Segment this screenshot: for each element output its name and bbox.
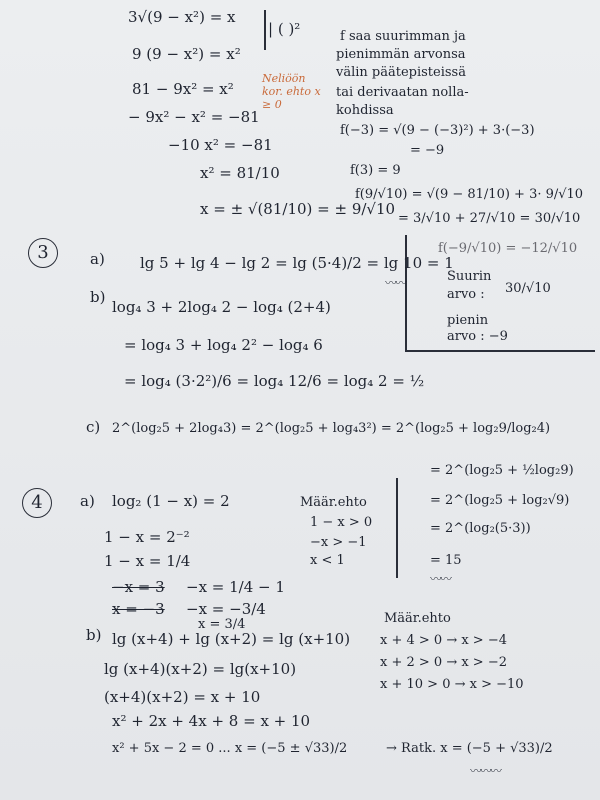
eq-line-1: 3√(9 − x²) = x bbox=[128, 8, 236, 26]
task4-a-1: log₂ (1 − x) = 2 bbox=[112, 492, 230, 510]
task3-c-3: = 2^(log₂5 + log₂√9) bbox=[430, 493, 570, 508]
task3-b-2: = log₄ 3 + log₄ 2² − log₄ 6 bbox=[124, 336, 323, 354]
task4-b-cond-2: x + 2 > 0 → x > −2 bbox=[380, 655, 507, 670]
task3-c-label: c) bbox=[86, 418, 101, 436]
task4-a-cond-title: Määr.ehto bbox=[300, 495, 367, 510]
eq-line-6: x² = 81/10 bbox=[200, 164, 280, 182]
eq-line-7: x = ± √(81/10) = ± 9/√10 bbox=[200, 200, 396, 218]
task4-a-7: −x = −3/4 bbox=[186, 600, 266, 618]
note-line-5: kohdissa bbox=[336, 103, 394, 118]
divider-line bbox=[264, 10, 266, 50]
task3-b-1: log₄ 3 + 2log₄ 2 − log₄ (2+4) bbox=[112, 298, 331, 316]
task3-b-3: = log₄ (3·2²)/6 = log₄ 12/6 = log₄ 2 = ½ bbox=[124, 372, 425, 390]
task4-b-5: x² + 5x − 2 = 0 ... x = (−5 ± √33)/2 bbox=[112, 741, 348, 756]
task4-b-1: lg (x+4) + lg (x+2) = lg (x+10) bbox=[112, 630, 351, 648]
task4-b-cond-1: x + 4 > 0 → x > −4 bbox=[380, 633, 507, 648]
note-line-1: f saa suurimman ja bbox=[340, 29, 466, 44]
box-bottom-border bbox=[405, 350, 595, 352]
task4-a-label: a) bbox=[80, 492, 95, 510]
task3-c-5: = 15 bbox=[430, 553, 462, 568]
eq-line-4: − 9x² − x² = −81 bbox=[128, 108, 260, 126]
task4-a-3: 1 − x = 1/4 bbox=[104, 552, 191, 570]
task4-b-3: (x+4)(x+2) = x + 10 bbox=[104, 688, 261, 706]
task4-b-2: lg (x+4)(x+2) = lg(x+10) bbox=[104, 660, 297, 678]
task4-b-cond-3: x + 10 > 0 → x > −10 bbox=[380, 677, 524, 692]
task3-c-2: = 2^(log₂5 + ½log₂9) bbox=[430, 463, 574, 478]
note-line-11: f(−9/√10) = −12/√10 bbox=[438, 241, 578, 256]
underline-squiggle: 〰〰〰 bbox=[470, 764, 501, 778]
note-line-6: f(−3) = √(9 − (−3)²) + 3·(−3) bbox=[340, 123, 535, 138]
task4-a-cond-2: −x > −1 bbox=[310, 535, 367, 550]
square-marker: | ( )² bbox=[268, 20, 301, 38]
max-label-1: Suurin bbox=[447, 269, 492, 284]
task4-b-cond-title: Määr.ehto bbox=[384, 611, 451, 626]
task4-a-cond-1: 1 − x > 0 bbox=[310, 515, 373, 530]
task3-c-1: 2^(log₂5 + 2log₄3) = 2^(log₂5 + log₄3²) = 2^(log₂5 + log₂9/log₂4) bbox=[112, 421, 551, 436]
eq-line-5: −10 x² = −81 bbox=[168, 136, 273, 154]
note-line-8: f(3) = 9 bbox=[350, 163, 401, 178]
max-label-2: arvo : bbox=[447, 287, 485, 302]
note-line-7: = −9 bbox=[410, 143, 445, 158]
final-answer: → Ratk. x = (−5 + √33)/2 bbox=[386, 741, 553, 756]
task4-a-4: −x = 3 bbox=[112, 578, 165, 596]
task3-a-label: a) bbox=[90, 250, 105, 268]
underline-squiggle: 〰〰 bbox=[430, 572, 451, 586]
cond-divider bbox=[396, 478, 398, 578]
note-line-9: f(9/√10) = √(9 − 81/10) + 3· 9/√10 bbox=[355, 187, 584, 202]
task3-a: lg 5 + lg 4 − lg 2 = lg (5·4)/2 = lg 10 = 1 bbox=[140, 254, 454, 272]
max-value: 30/√10 bbox=[505, 281, 551, 296]
min-label-1: pienin bbox=[447, 313, 489, 328]
task4-a-2: 1 − x = 2⁻² bbox=[104, 528, 190, 546]
note-line-2: pienimmän arvonsa bbox=[336, 47, 466, 62]
task4-a-5: x = −3 bbox=[112, 600, 165, 618]
min-label-2: arvo : −9 bbox=[447, 329, 508, 344]
task4-a-8: x = 3/4 bbox=[198, 617, 246, 632]
task4-b-4: x² + 2x + 4x + 8 = x + 10 bbox=[112, 712, 311, 730]
note-line-3: välin päätepisteissä bbox=[336, 65, 466, 80]
task-3-number: 3 bbox=[28, 238, 58, 268]
task3-c-4: = 2^(log₂(5·3)) bbox=[430, 521, 531, 536]
task4-b-label: b) bbox=[86, 626, 102, 644]
task3-b-label: b) bbox=[90, 288, 106, 306]
task-4-number: 4 bbox=[22, 488, 52, 518]
eq-line-3: 81 − 9x² = x² bbox=[132, 80, 234, 98]
task4-a-6: −x = 1/4 − 1 bbox=[186, 578, 285, 596]
box-left-border bbox=[405, 235, 407, 350]
note-line-4: tai derivaatan nolla- bbox=[336, 85, 469, 100]
underline-squiggle: 〰〰 bbox=[385, 276, 406, 290]
eq-line-2: 9 (9 − x²) = x² bbox=[132, 45, 241, 63]
task4-a-cond-3: x < 1 bbox=[310, 553, 345, 568]
note-line-10: = 3/√10 + 27/√10 = 30/√10 bbox=[398, 211, 581, 226]
side-note: Neliöön kor. ehto x ≥ 0 bbox=[262, 72, 321, 111]
